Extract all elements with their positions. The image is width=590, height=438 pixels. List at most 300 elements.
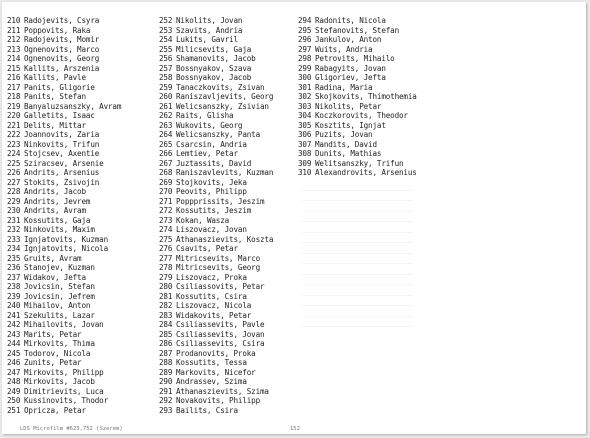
- list-item: [7, 292, 121, 302]
- entry-name: Sziracsev, Arsenie: [24, 158, 104, 168]
- entry-number: 277: [159, 253, 173, 263]
- entry-number: 309: [298, 158, 312, 168]
- entry-number: 255: [159, 44, 173, 54]
- entry-name: Todorov, Nicola: [24, 348, 91, 358]
- list-item: [159, 244, 273, 254]
- entry-name: Csarcsin, Andria: [176, 139, 247, 149]
- list-item: [7, 216, 121, 226]
- entry-number: 213: [7, 44, 21, 54]
- entry-number: 242: [7, 320, 21, 329]
- entry-name: Liszovacz, Jovan: [176, 225, 247, 234]
- entry-number: 243: [7, 329, 21, 339]
- entry-name: Lukits, Gavril: [176, 35, 238, 44]
- entry-name: Dunits, Mathias: [315, 149, 382, 158]
- entry-name: Radonits, Nicola: [315, 16, 386, 25]
- entry-name: Csiliassovits, Petar: [176, 282, 265, 291]
- list-item: [7, 149, 121, 159]
- entry-name: Poppovits, Raka: [24, 25, 91, 35]
- entry-number: 227: [7, 177, 21, 187]
- list-item: [159, 64, 273, 74]
- list-item: [159, 45, 273, 55]
- entry-number: 217: [7, 82, 21, 92]
- entry-name: Ognenovits, Georg: [24, 54, 100, 63]
- list-item: [159, 149, 273, 159]
- entry-name: Liszovacz, Nicola: [176, 301, 252, 310]
- entry-number: 232: [7, 225, 21, 234]
- entry-name: Markovits, Nicefor: [176, 367, 256, 377]
- entry-number: 270: [159, 187, 173, 196]
- list-item: [159, 282, 273, 292]
- entry-name: Kosztits, Ignjat: [315, 120, 386, 130]
- entry-number: 272: [159, 206, 173, 215]
- entry-name: Csavits, Petar: [176, 244, 238, 253]
- entry-number: 305: [298, 120, 312, 130]
- entry-name: Liszovacz, Proka: [176, 272, 247, 282]
- list-item: [298, 73, 417, 83]
- entry-name: Stojcsev, Axentie: [24, 149, 100, 158]
- entry-number: 248: [7, 377, 21, 386]
- entry-name: Andrits, Avram: [24, 206, 86, 215]
- entry-name: Bailits, Csira: [176, 405, 238, 415]
- entry-number: 224: [7, 149, 21, 158]
- list-item: [7, 358, 121, 368]
- entry-number: 278: [159, 263, 173, 272]
- entry-name: Bossnyakov, Jacob: [176, 73, 252, 82]
- entry-name: Ignjatovits, Nicola: [24, 244, 109, 253]
- entry-name: Raits, Glisha: [176, 111, 234, 120]
- entry-number: 294: [298, 16, 312, 25]
- list-item: [7, 178, 121, 188]
- entry-number: 211: [7, 25, 21, 35]
- list-item: [159, 387, 273, 397]
- list-item: [7, 406, 121, 416]
- entry-number: 287: [159, 348, 173, 358]
- entry-number: 254: [159, 35, 173, 44]
- list-item: [159, 73, 273, 83]
- entry-name: Raniszavlevits, Kuzman: [176, 168, 274, 177]
- entry-number: 249: [7, 386, 21, 396]
- list-item: [159, 35, 273, 45]
- list-item: [7, 187, 121, 197]
- entry-number: 303: [298, 101, 312, 111]
- entry-name: Nikolits, Petar: [315, 101, 382, 111]
- entry-number: 301: [298, 82, 312, 92]
- list-item: [159, 254, 273, 264]
- entry-number: 258: [159, 73, 173, 82]
- entry-name: Mihailov, Anton: [24, 301, 91, 310]
- list-item: [159, 349, 273, 359]
- entry-name: Stokits, Zsivojin: [24, 177, 100, 187]
- entry-name: Radojevits, Csyra: [24, 16, 100, 25]
- entry-name: Mirkovits, Philipp: [24, 367, 104, 377]
- entry-number: 239: [7, 291, 21, 301]
- list-item: [7, 130, 121, 140]
- list-item: [159, 235, 273, 245]
- entry-number: 286: [159, 339, 173, 348]
- entry-number: 250: [7, 396, 21, 405]
- list-item: [7, 387, 121, 397]
- entry-number: 293: [159, 405, 173, 415]
- list-item: [7, 396, 121, 406]
- entry-name: Ninkovits, Maxim: [24, 225, 95, 234]
- entry-number: 235: [7, 253, 21, 263]
- entry-number: 261: [159, 101, 173, 111]
- entry-name: Marits, Petar: [24, 329, 82, 339]
- entry-number: 282: [159, 301, 173, 310]
- entry-name: Koczkorovits, Theodor: [315, 111, 408, 120]
- list-item: [159, 26, 273, 36]
- list-item: [7, 320, 121, 330]
- entry-name: Radojevits, Momir: [24, 35, 100, 44]
- entry-name: Petrovits, Mihailo: [315, 54, 395, 63]
- entry-number: 259: [159, 82, 173, 92]
- entry-number: 284: [159, 320, 173, 329]
- page-number: 152: [290, 426, 300, 432]
- list-item: [7, 311, 121, 321]
- entry-name: Shamanovits, Jacob: [176, 54, 256, 63]
- entry-name: Rabagyits, Jovan: [315, 63, 386, 73]
- entry-number: 210: [7, 16, 21, 25]
- entry-number: 241: [7, 310, 21, 320]
- entry-number: 275: [159, 234, 173, 244]
- list-item: [159, 273, 273, 283]
- entry-name: Andrits, Jacob: [24, 187, 86, 196]
- entry-name: Poppprissits, Jeszim: [176, 196, 265, 206]
- entry-number: 266: [159, 149, 173, 158]
- entry-name: Lemtiev, Petar: [176, 149, 238, 158]
- list-item: [159, 159, 273, 169]
- entry-name: Raniszavljevits, Georg: [176, 92, 274, 101]
- list-item: [159, 377, 273, 387]
- list-item: [298, 92, 417, 102]
- entry-number: 300: [298, 73, 312, 82]
- list-item: [7, 102, 121, 112]
- entry-name: Welicsanszky, Panta: [176, 130, 261, 139]
- entry-name: Athanaszievits, Szima: [176, 386, 269, 396]
- entry-number: 274: [159, 225, 173, 234]
- entry-name: Stefanovits, Stefan: [315, 25, 400, 35]
- entry-name: Milicsevits, Gaja: [176, 44, 252, 54]
- entry-name: Joannovits, Zaria: [24, 130, 100, 139]
- list-item: [7, 339, 121, 349]
- entry-name: Kallits, Arszenia: [24, 63, 100, 73]
- list-item: [298, 26, 417, 36]
- entry-name: Csiliassevits, Csira: [176, 339, 265, 348]
- list-item: [7, 206, 121, 216]
- entry-number: 290: [159, 377, 173, 386]
- entry-number: 268: [159, 168, 173, 177]
- list-item: [159, 330, 273, 340]
- list-item: [298, 159, 417, 169]
- entry-name: Widakov, Jefta: [24, 272, 86, 282]
- entry-number: 308: [298, 149, 312, 158]
- faded-bleed-through: [302, 180, 412, 327]
- list-item: [298, 149, 417, 159]
- list-item: [7, 244, 121, 254]
- entry-number: 226: [7, 168, 21, 177]
- list-item: [298, 168, 417, 178]
- list-item: [159, 168, 273, 178]
- entry-number: 231: [7, 215, 21, 225]
- list-item: [159, 16, 273, 26]
- entry-name: Jovicsin, Jefrem: [24, 291, 95, 301]
- list-item: [7, 83, 121, 93]
- list-item: [7, 197, 121, 207]
- entry-number: 214: [7, 54, 21, 63]
- list-item: [159, 102, 273, 112]
- entry-number: 296: [298, 35, 312, 44]
- entry-number: 233: [7, 234, 21, 244]
- entry-number: 223: [7, 139, 21, 149]
- entry-name: Peovits, Philipp: [176, 187, 247, 196]
- list-item: [159, 301, 273, 311]
- list-item: [7, 368, 121, 378]
- entry-name: Mirkovits, Jacob: [24, 377, 95, 386]
- name-column-2: [159, 16, 273, 415]
- entry-name: Jovicsin, Stefan: [24, 282, 95, 291]
- list-item: [7, 54, 121, 64]
- entry-name: Gruits, Avram: [24, 253, 82, 263]
- entry-name: Csiliassevits, Jovan: [176, 329, 265, 339]
- entry-name: Csiliassevits, Pavle: [176, 320, 265, 329]
- list-item: [159, 396, 273, 406]
- list-item: [159, 140, 273, 150]
- entry-number: 267: [159, 158, 173, 168]
- name-column-3: [298, 16, 417, 178]
- list-item: [159, 358, 273, 368]
- list-item: [159, 368, 273, 378]
- entry-name: Widakovits, Petar: [176, 310, 252, 320]
- entry-number: 295: [298, 25, 312, 35]
- list-item: [298, 121, 417, 131]
- entry-name: Opricza, Petar: [24, 405, 86, 415]
- entry-name: Welitsanszky, Trifun: [315, 158, 404, 168]
- list-item: [159, 83, 273, 93]
- list-item: [7, 92, 121, 102]
- list-item: [7, 254, 121, 264]
- entry-name: Juztassits, David: [176, 158, 252, 168]
- entry-number: 247: [7, 367, 21, 377]
- entry-name: Banyaluzsanszky, Avram: [24, 101, 122, 111]
- entry-name: Stojkovits, Jeka: [176, 177, 247, 187]
- entry-name: Alexandrovits, Arsenius: [315, 168, 417, 177]
- list-item: [159, 111, 273, 121]
- entry-number: 236: [7, 263, 21, 272]
- entry-name: Szavits, Andria: [176, 25, 243, 35]
- entry-name: Panits, Stefan: [24, 92, 86, 101]
- list-item: [159, 406, 273, 416]
- entry-name: Skojkovits, Thimothemia: [315, 92, 417, 101]
- entry-number: 306: [298, 130, 312, 139]
- entry-number: 264: [159, 130, 173, 139]
- entry-number: 246: [7, 358, 21, 367]
- entry-number: 271: [159, 196, 173, 206]
- entry-number: 244: [7, 339, 21, 348]
- entry-number: 228: [7, 187, 21, 196]
- entry-number: 220: [7, 111, 21, 120]
- list-item: [7, 330, 121, 340]
- entry-number: 221: [7, 120, 21, 130]
- list-item: [159, 216, 273, 226]
- entry-number: 218: [7, 92, 21, 101]
- entry-number: 257: [159, 63, 173, 73]
- entry-number: 229: [7, 196, 21, 206]
- list-item: [298, 140, 417, 150]
- entry-number: 260: [159, 92, 173, 101]
- entry-name: Delits, Mittar: [24, 120, 86, 130]
- list-item: [159, 92, 273, 102]
- list-item: [7, 73, 121, 83]
- entry-name: Athanaszievits, Koszta: [176, 234, 274, 244]
- list-item: [159, 197, 273, 207]
- entry-number: 230: [7, 206, 21, 215]
- entry-number: 292: [159, 396, 173, 405]
- entry-number: 262: [159, 111, 173, 120]
- list-item: [159, 121, 273, 131]
- entry-number: 269: [159, 177, 173, 187]
- entry-number: 289: [159, 367, 173, 377]
- list-item: [159, 54, 273, 64]
- entry-number: 245: [7, 348, 21, 358]
- entry-name: Ignjatovits, Kuzman: [24, 234, 109, 244]
- entry-name: Tanaczkovits, Zsivan: [176, 82, 265, 92]
- entry-number: 281: [159, 291, 173, 301]
- entry-name: Mitricsevits, Marco: [176, 253, 261, 263]
- entry-number: 310: [298, 168, 312, 177]
- entry-name: Mihailovits, Jovan: [24, 320, 104, 329]
- entry-number: 238: [7, 282, 21, 291]
- entry-name: Kokan, Wasza: [176, 215, 230, 225]
- entry-name: Mirkovits, Thima: [24, 339, 95, 348]
- list-item: [159, 320, 273, 330]
- entry-name: Szekulits, Lazar: [24, 310, 95, 320]
- entry-name: Zunits, Petar: [24, 358, 82, 367]
- list-item: [7, 168, 121, 178]
- entry-name: Wuits, Andria: [315, 44, 373, 54]
- list-item: [7, 16, 121, 26]
- list-item: [159, 311, 273, 321]
- microfilm-reference: LDS Microfilm #623,752 (Szerem): [20, 426, 123, 432]
- entry-number: 240: [7, 301, 21, 310]
- list-item: [7, 263, 121, 273]
- list-item: [7, 225, 121, 235]
- list-item: [159, 178, 273, 188]
- entry-number: 253: [159, 25, 173, 35]
- entry-name: Jankulov, Anton: [315, 35, 382, 44]
- list-item: [298, 35, 417, 45]
- entry-name: Nikolits, Jovan: [176, 16, 243, 25]
- entry-number: 304: [298, 111, 312, 120]
- list-item: [159, 206, 273, 216]
- entry-number: 219: [7, 101, 21, 111]
- entry-number: 291: [159, 386, 173, 396]
- entry-name: Dimitrievits, Luca: [24, 386, 104, 396]
- entry-number: 251: [7, 405, 21, 415]
- entry-number: 215: [7, 63, 21, 73]
- list-item: [7, 26, 121, 36]
- entry-number: 298: [298, 54, 312, 63]
- entry-name: Andrits, Jevrem: [24, 196, 91, 206]
- entry-number: 216: [7, 73, 21, 82]
- entry-name: Novakovits, Philipp: [176, 396, 261, 405]
- list-item: [7, 140, 121, 150]
- list-item: [7, 273, 121, 283]
- entry-number: 297: [298, 44, 312, 54]
- entry-name: Radina, Maria: [315, 82, 373, 92]
- list-item: [7, 235, 121, 245]
- entry-number: 288: [159, 358, 173, 367]
- list-item: [7, 45, 121, 55]
- entry-number: 234: [7, 244, 21, 253]
- list-item: [298, 102, 417, 112]
- entry-number: 256: [159, 54, 173, 63]
- entry-name: Gligoriev, Jefta: [315, 73, 386, 82]
- entry-number: 276: [159, 244, 173, 253]
- entry-name: Ognenovits, Marco: [24, 44, 100, 54]
- entry-name: Kossutits, Csira: [176, 291, 247, 301]
- list-item: [159, 339, 273, 349]
- entry-name: Stanojev, Kuzman: [24, 263, 95, 272]
- list-item: [7, 64, 121, 74]
- entry-number: 302: [298, 92, 312, 101]
- document-page: [2, 2, 586, 434]
- entry-name: Wukovits, Georg: [176, 120, 243, 130]
- entry-name: Kussinovits, Thodor: [24, 396, 109, 405]
- list-item: [7, 111, 121, 121]
- entry-number: 237: [7, 272, 21, 282]
- entry-name: Welicsanszky, Zsivian: [176, 101, 269, 111]
- entry-name: Kallits, Pavle: [24, 73, 86, 82]
- entry-name: Bossnyakov, Szava: [176, 63, 252, 73]
- entry-name: Galletits, Isaac: [24, 111, 95, 120]
- list-item: [298, 83, 417, 93]
- entry-number: 265: [159, 139, 173, 149]
- entry-name: Mitricsevits, Georg: [176, 263, 261, 272]
- entry-name: Andrassev, Szima: [176, 377, 247, 386]
- list-item: [159, 130, 273, 140]
- entry-number: 273: [159, 215, 173, 225]
- list-item: [298, 111, 417, 121]
- entry-name: Kossutits, Jeszim: [176, 206, 252, 215]
- entry-number: 252: [159, 16, 173, 25]
- list-item: [159, 187, 273, 197]
- entry-name: Prodanovits, Proka: [176, 348, 256, 358]
- list-item: [7, 159, 121, 169]
- entry-number: 299: [298, 63, 312, 73]
- entry-number: 307: [298, 139, 312, 149]
- list-item: [159, 263, 273, 273]
- list-item: [7, 282, 121, 292]
- list-item: [7, 377, 121, 387]
- list-item: [7, 349, 121, 359]
- list-item: [7, 121, 121, 131]
- list-item: [298, 16, 417, 26]
- list-item: [298, 130, 417, 140]
- entry-number: 283: [159, 310, 173, 320]
- list-item: [159, 292, 273, 302]
- entry-number: 280: [159, 282, 173, 291]
- entry-name: Ninkovits, Trifun: [24, 139, 100, 149]
- entry-number: 212: [7, 35, 21, 44]
- entry-name: Panits, Gligorie: [24, 82, 95, 92]
- list-item: [298, 45, 417, 55]
- name-column-1: [7, 16, 121, 415]
- entry-name: Kossutits, Gaja: [24, 215, 91, 225]
- entry-number: 225: [7, 158, 21, 168]
- entry-name: Kossutits, Tessa: [176, 358, 247, 367]
- entry-name: Puzits, Jovan: [315, 130, 373, 139]
- list-item: [7, 35, 121, 45]
